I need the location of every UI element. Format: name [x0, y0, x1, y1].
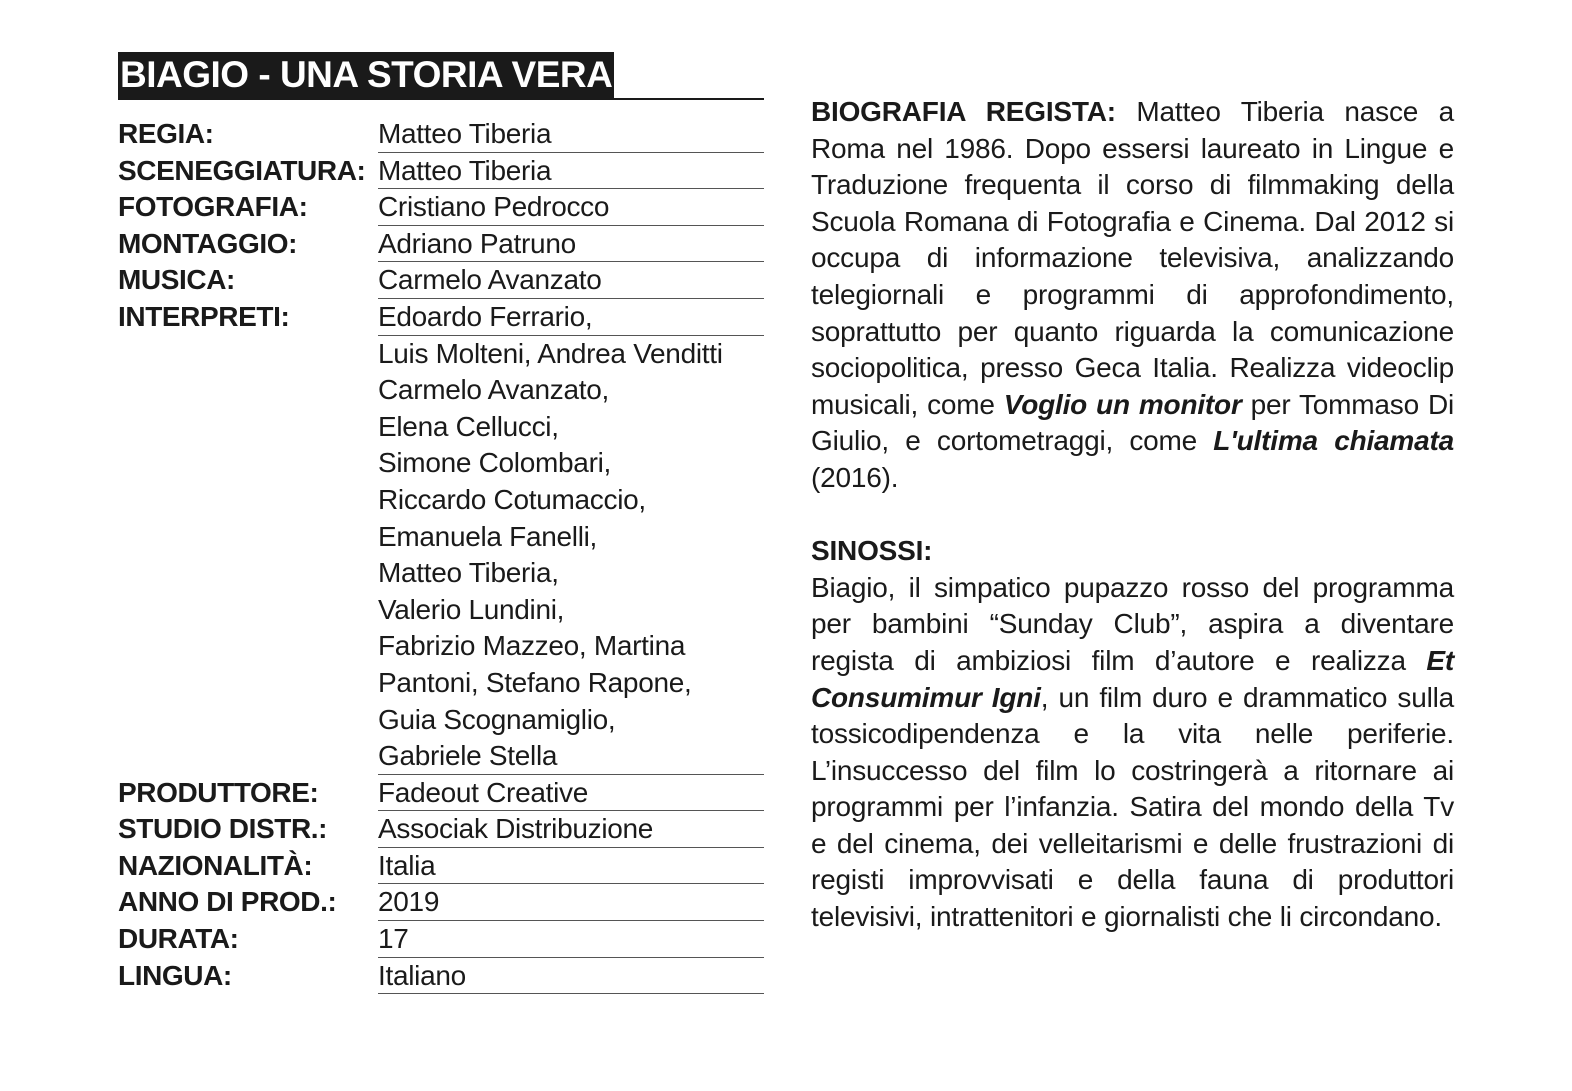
- credit-values: [378, 958, 764, 995]
- credit-label: FOTOGRAFIA:: [118, 191, 308, 223]
- credit-value: 17: [378, 921, 764, 958]
- synopsis-emphasis-1: Et Consumimur Igni: [811, 644, 1454, 713]
- credit-value: Emanuela Fanelli,: [378, 520, 598, 552]
- credit-value: Gabriele Stella: [378, 738, 764, 775]
- synopsis-heading-line: [811, 533, 1454, 570]
- credit-value: Fabrizio Mazzeo, Martina: [378, 630, 686, 662]
- credit-values: [378, 921, 764, 958]
- credit-value: Matteo Tiberia,: [378, 557, 559, 589]
- credit-value: Pantoni, Stefano Rapone,: [378, 666, 692, 698]
- credit-label: REGIA:: [118, 118, 214, 149]
- credit-label: NAZIONALITÀ:: [118, 849, 313, 881]
- credit-label: MONTAGGIO:: [118, 227, 298, 259]
- credit-value: Elena Cellucci,: [378, 410, 559, 442]
- credit-values: [378, 262, 764, 299]
- bio-emphasis-2: L'ultima chiamata: [1213, 425, 1454, 457]
- credit-row: [118, 226, 764, 263]
- synopsis-text-1: Biagio, il simpatico pupazzo rosso del programma per bambini “Sunday Club”, aspira a diventare regista di ambiziosi film d’autore e realizza: [811, 571, 1454, 676]
- synopsis-paragraph: [811, 570, 1454, 936]
- credit-label: DURATA:: [118, 923, 239, 955]
- bio-text-2: per Tommaso Di Giulio, e cortometraggi, come: [811, 388, 1454, 457]
- credit-row: [118, 299, 764, 775]
- text-column: [811, 94, 1454, 936]
- synopsis-heading: SINOSSI:: [811, 535, 933, 567]
- credit-values: [378, 299, 764, 775]
- synopsis-text-2: , un film duro e drammatico sulla tossicodipendenza e la vita nelle periferie. L’insuccesso del film lo costringerà a ritornare ai programmi per l’infanzia. Satira del mondo della Tv e del cinema, dei velleitarismi e delle frustrazioni di registi improvvisati e della fauna di produttori televisivi, intrattenitori e giornalisti che li circondano.: [811, 681, 1454, 933]
- bio-paragraph: [811, 94, 1454, 497]
- credit-value: Edoardo Ferrario,: [378, 299, 764, 336]
- credit-row: [118, 153, 764, 190]
- credit-row: [118, 775, 764, 812]
- credit-row: [118, 262, 764, 299]
- credit-value: Simone Colombari,: [378, 447, 611, 479]
- bio-text-1: Matteo Tiberia nasce a Roma nel 1986. Dopo essersi laureato in Lingue e Traduzione frequenta il corso di filmmaking della Scuola Romana di Fotografia e Cinema. Dal 2012 si occupa di informazione televisiva, analizzando telegiornali e programmi di approfondimento, soprattutto per quanto riguarda la comunicazione sociopolitica, presso Geca Italia. Realizza videoclip musicali, come: [811, 96, 1454, 420]
- credit-value: Cristiano Pedrocco: [378, 189, 764, 226]
- credit-row: [118, 811, 764, 848]
- credit-value: Associak Distribuzione: [378, 811, 764, 848]
- credit-label: PRODUTTORE:: [118, 776, 319, 808]
- credit-label: MUSICA:: [118, 264, 235, 296]
- credit-values: [378, 775, 764, 812]
- credits-table: [118, 116, 764, 994]
- bio-heading: BIOGRAFIA REGISTA:: [811, 96, 1116, 127]
- credit-row: [118, 921, 764, 958]
- credit-value: Riccardo Cotumaccio,: [378, 483, 646, 515]
- credit-values: [378, 884, 764, 921]
- credit-value: Valerio Lundini,: [378, 593, 565, 625]
- credit-value: Guia Scognamiglio,: [378, 703, 616, 735]
- credit-value: Italiano: [378, 958, 764, 995]
- credit-value: 2019: [378, 884, 764, 921]
- credit-values: [378, 116, 764, 153]
- credit-values: [378, 189, 764, 226]
- credit-row: [118, 116, 764, 153]
- credit-row: [118, 848, 764, 885]
- credit-value: Matteo Tiberia: [378, 116, 764, 153]
- credit-value: Carmelo Avanzato: [378, 262, 764, 299]
- credit-row: [118, 958, 764, 995]
- credit-row: [118, 189, 764, 226]
- page-title: BIAGIO - UNA STORIA VERA: [118, 52, 614, 98]
- credit-label: INTERPRETI:: [118, 300, 290, 332]
- title-bar: [118, 52, 764, 100]
- credit-label: LINGUA:: [118, 959, 232, 991]
- bio-text-3: (2016).: [811, 461, 899, 493]
- credit-value: Italia: [378, 848, 764, 885]
- credit-values: [378, 811, 764, 848]
- credit-values: [378, 153, 764, 190]
- credit-label: SCENEGGIATURA:: [118, 154, 366, 186]
- credit-row: [118, 884, 764, 921]
- credit-values: [378, 226, 764, 263]
- credit-value: Luis Molteni, Andrea Venditti: [378, 337, 723, 369]
- credit-values: [378, 848, 764, 885]
- credit-label: ANNO DI PROD.:: [118, 886, 337, 918]
- credit-value: Matteo Tiberia: [378, 153, 764, 190]
- bio-emphasis-1: Voglio un monitor: [1003, 388, 1242, 420]
- credit-value: Adriano Patruno: [378, 226, 764, 263]
- credit-value: Carmelo Avanzato,: [378, 374, 609, 406]
- credit-label: STUDIO DISTR.:: [118, 813, 328, 845]
- credit-value: Fadeout Creative: [378, 775, 764, 812]
